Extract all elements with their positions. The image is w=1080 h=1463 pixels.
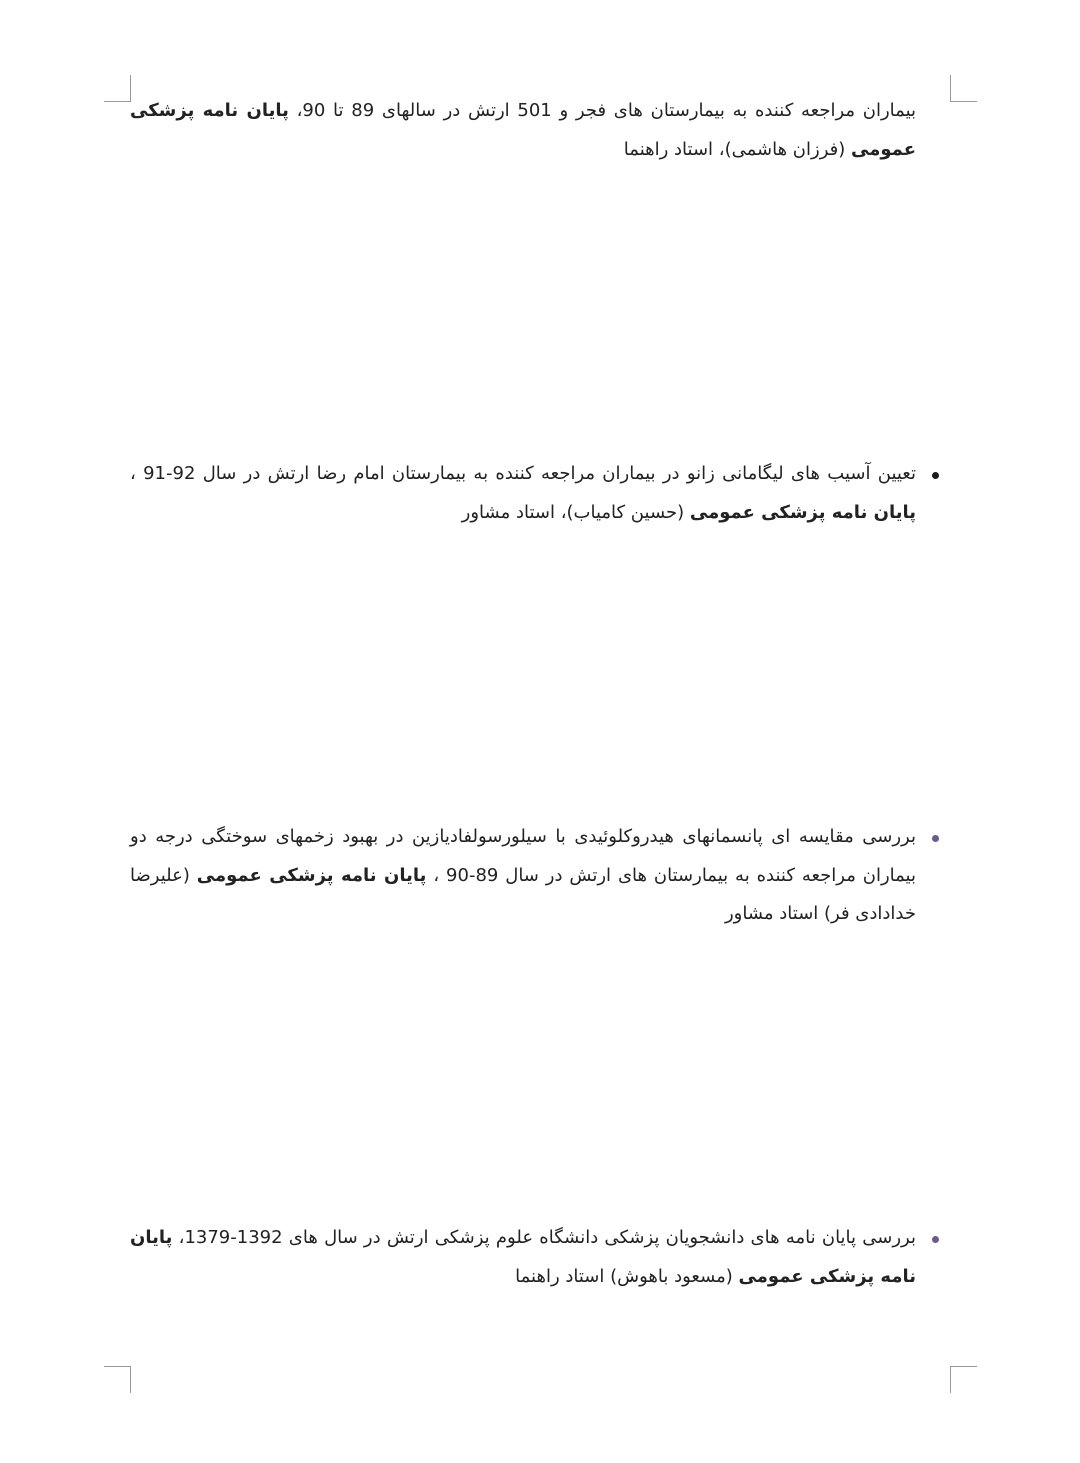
bullet-icon (932, 835, 939, 842)
entry-tail: (علیرضا خدادادی فر) استاد مشاور (130, 864, 916, 924)
bullet-icon (932, 1236, 939, 1243)
crop-mark-top-right (950, 75, 977, 102)
list-item (130, 455, 916, 532)
entry-tail: (حسین کامیاب)، استاد مشاور (461, 501, 690, 523)
entry-text: بررسی پایان نامه های دانشجویان پزشکی دانشگاه علوم پزشکی ارتش در سال های 1392-1379، (172, 1227, 916, 1248)
crop-mark-bottom-right (950, 1366, 977, 1393)
entry-text: بررسی مقایسه ای پانسمانهای هیدروکلوئیدی با سیلورسولفادیازین در بهبود زخمهای سوختگی درجه دو بیماران مراجعه کننده به بیمارستان های ارتش در سال 89-90 ، (130, 826, 916, 886)
bullet-icon (932, 472, 939, 479)
thesis-type-label: پایان نامه پزشکی عمومی (130, 1227, 916, 1287)
list-item (130, 1219, 916, 1296)
entry-text: تعیین آسیب های لیگامانی زانو در بیماران مراجعه کننده به بیمارستان امام رضا ارتش در سال 92-91 ، (130, 463, 917, 484)
crop-mark-top-left (104, 75, 131, 102)
list-item (130, 92, 916, 169)
entry-text: بیماران مراجعه کننده به بیمارستان های فجر و 501 ارتش در سالهای 89 تا 90، (288, 100, 917, 121)
thesis-type-label: پایان نامه پزشکی عمومی (196, 864, 427, 886)
entry-tail: (مسعود باهوش) استاد راهنما (515, 1265, 739, 1287)
thesis-type-label: پایان نامه پزشکی عمومی (689, 501, 916, 523)
thesis-type-label: پایان نامه پزشکی عمومی (130, 100, 916, 160)
crop-mark-bottom-left (104, 1366, 131, 1393)
entry-tail: (فرزان هاشمی)، استاد راهنما (623, 138, 851, 160)
list-item (130, 818, 916, 934)
